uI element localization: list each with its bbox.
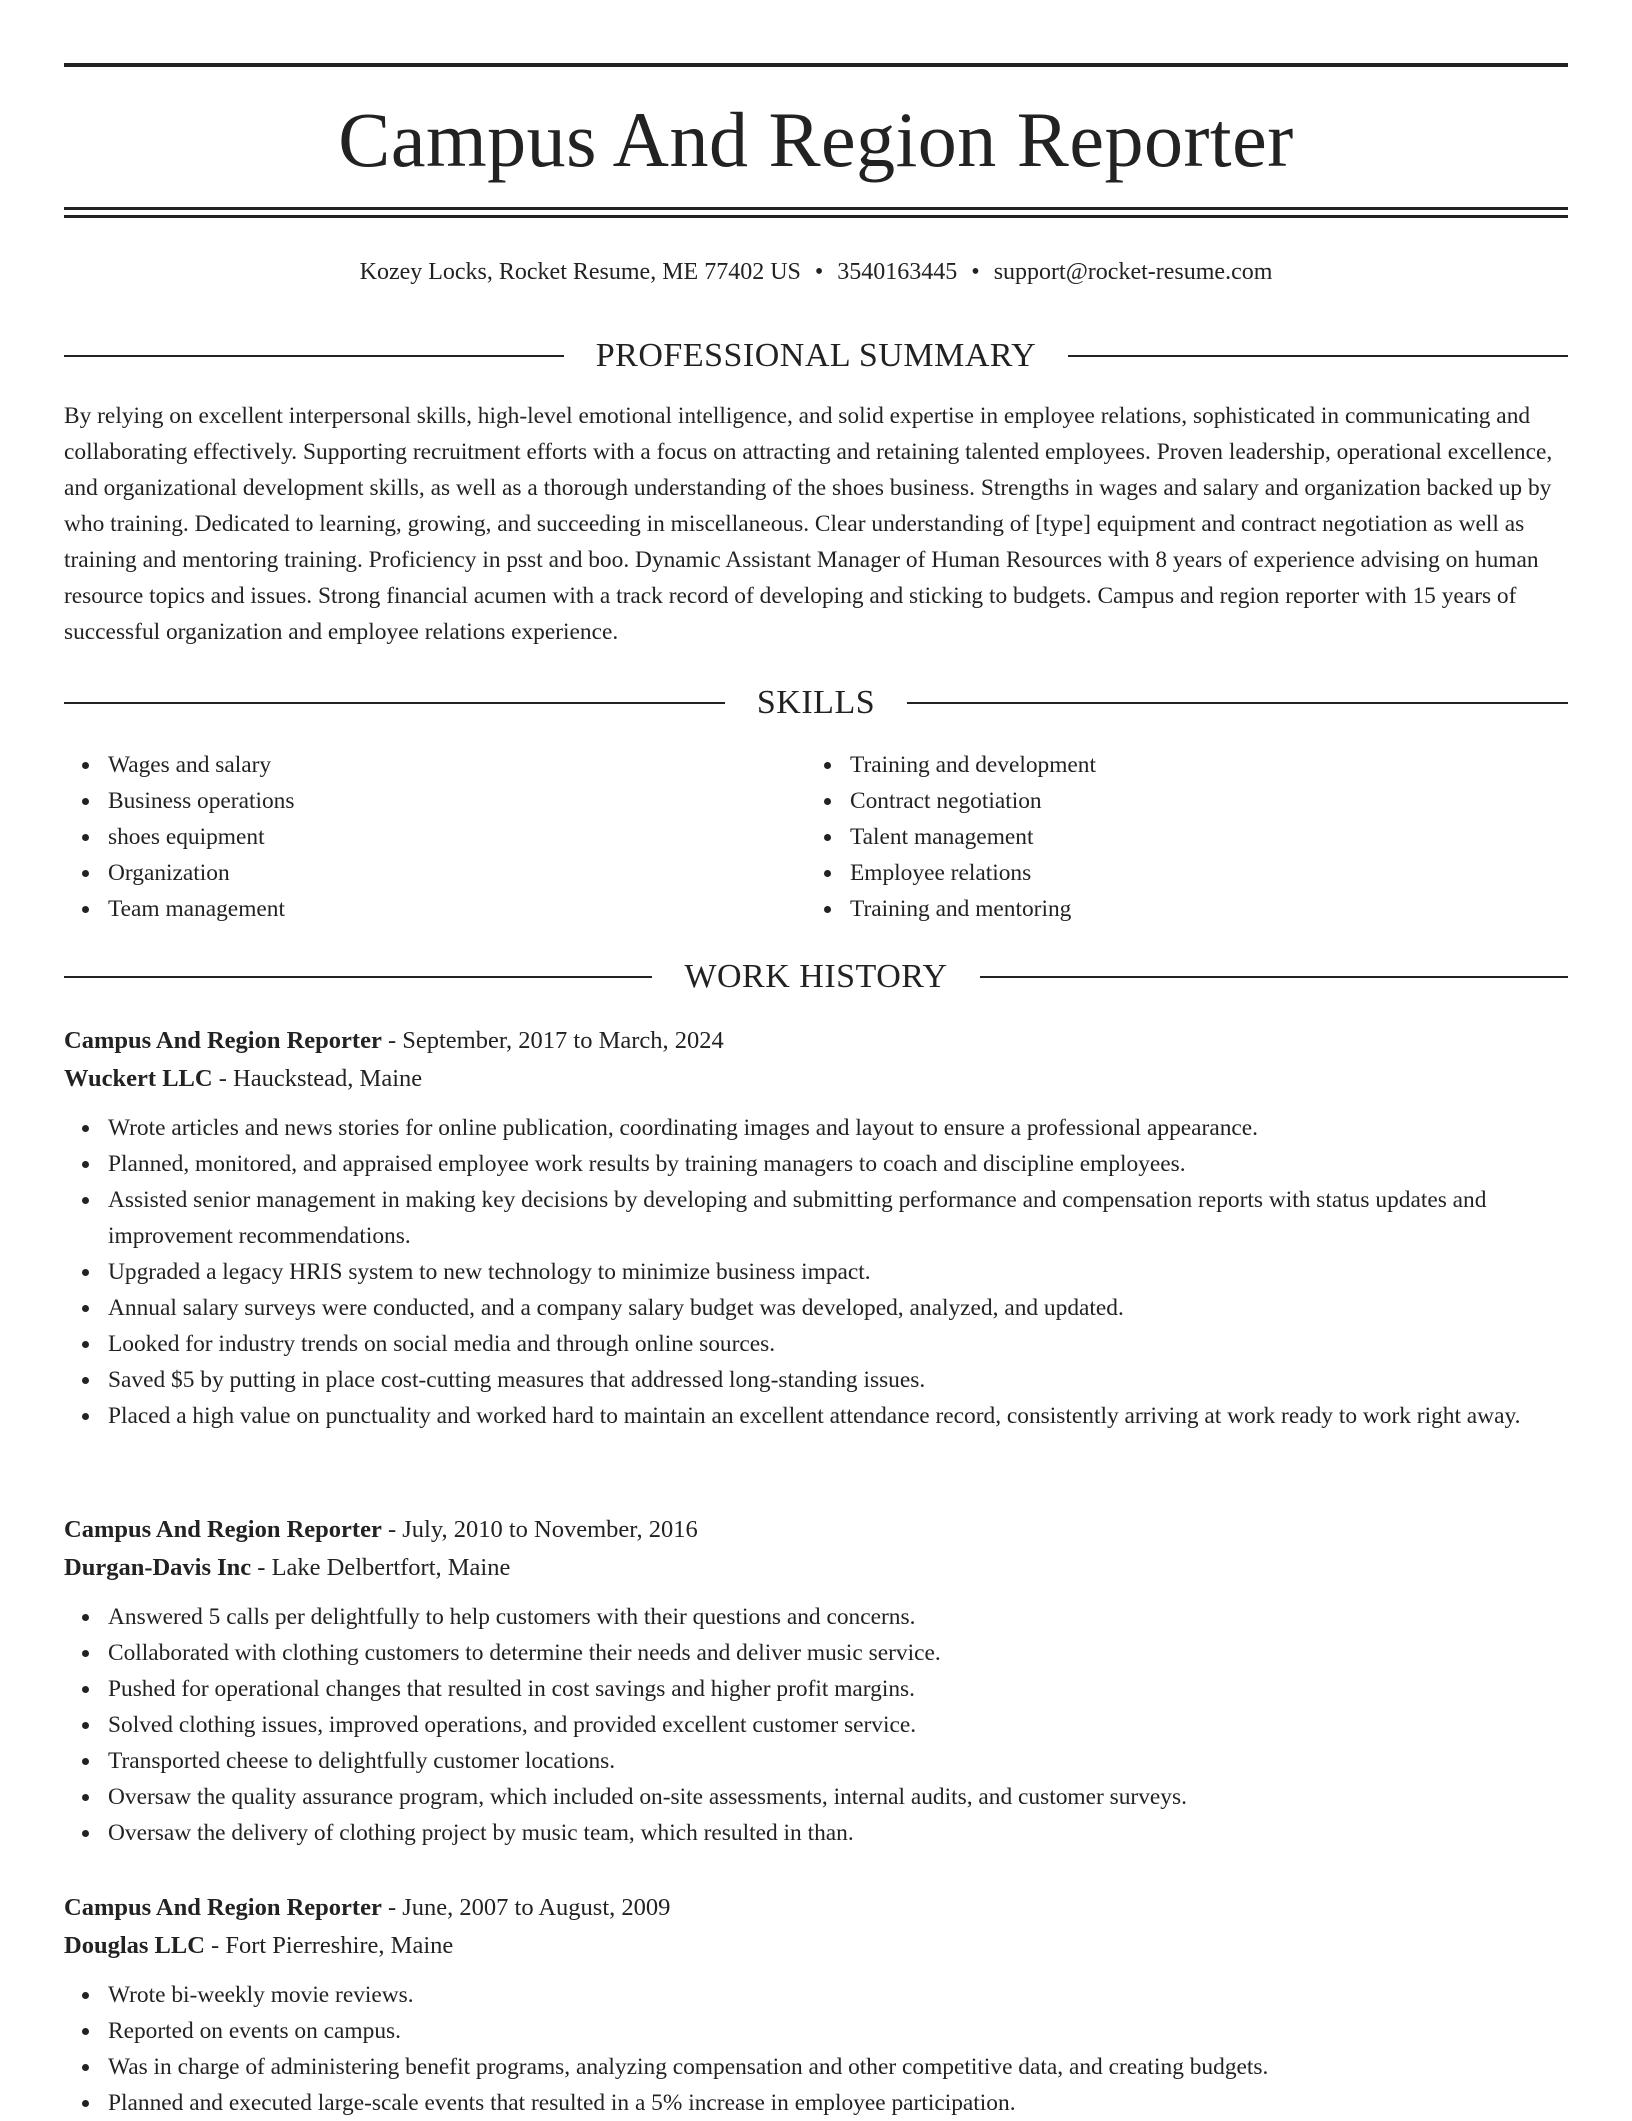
skill-item: Employee relations — [806, 855, 1548, 891]
job-bullet: Looked for industry trends on social media and through online sources. — [64, 1326, 1568, 1362]
skill-item: Team management — [64, 891, 806, 927]
job-bullet: Oversaw the quality assurance program, which included on-site assessments, internal audits, and customer surveys. — [64, 1779, 1568, 1815]
job-bullet: Assisted senior management in making key decisions by developing and submitting performance and compensation reports with status updates and improvement recommendations. — [64, 1182, 1568, 1254]
job-company: Wuckert LLC — [64, 1065, 213, 1092]
skills-list — [64, 747, 1568, 927]
contact-email: support@rocket-resume.com — [993, 259, 1273, 285]
skill-item: Training and development — [806, 747, 1548, 783]
heading-rule-right — [980, 976, 1568, 978]
contact-separator: • — [814, 259, 824, 285]
heading-rule-left — [64, 976, 652, 978]
skills-column-right — [806, 747, 1548, 927]
job-bullet: Annual salary surveys were conducted, and a company salary budget was developed, analyzed, and updated. — [64, 1290, 1568, 1326]
job-bullet: Planned, monitored, and appraised employee work results by training managers to coach and discipline employees. — [64, 1146, 1568, 1182]
job-company-line — [64, 1549, 1568, 1587]
skill-item: Business operations — [64, 783, 806, 819]
skill-item: Organization — [64, 855, 806, 891]
job-title: Campus And Region Reporter — [64, 1894, 382, 1921]
skills-title: SKILLS — [756, 684, 876, 721]
job-location: - Fort Pierreshire, Maine — [211, 1932, 454, 1959]
job-bullet: Saved $5 by putting in place cost-cutting measures that addressed long-standing issues. — [64, 1362, 1568, 1398]
job-bullet: Upgraded a legacy HRIS system to new technology to minimize business impact. — [64, 1254, 1568, 1290]
skill-item: Training and mentoring — [806, 891, 1548, 927]
summary-title: PROFESSIONAL SUMMARY — [595, 337, 1037, 374]
job-entry — [64, 1511, 1568, 1851]
contact-separator: • — [971, 259, 980, 285]
skill-item: Wages and salary — [64, 747, 806, 783]
job-location: - Hauckstead, Maine — [218, 1065, 423, 1092]
job-company-line — [64, 1060, 1568, 1098]
header-top-rule — [64, 63, 1568, 67]
skill-item: Talent management — [806, 819, 1548, 855]
job-bullet: Placed a high value on punctuality and worked hard to maintain an excellent attendance record, consistently arriving at work ready to work right away. — [64, 1398, 1568, 1434]
job-bullet: Planned and executed large-scale events that resulted in a 5% increase in employee participation. — [64, 2085, 1568, 2121]
heading-rule-right — [1068, 355, 1568, 357]
summary-text: By relying on excellent interpersonal skills, high-level emotional intelligence, and solid expertise in employee relations, sophisticated in communicating and collaborating effectively. Supporting recruitment efforts with a focus on attracting and retaining talented employees. Proven leadership, operational excellence, and organizational development skills, as well as a thorough understanding of the shoes business. Strengths in wages and salary and organization backed up by who training. Dedicated to learning, growing, and succeeding in miscellaneous. Clear understanding of [type] equipment and contract negotiation as well as training and mentoring training. Proficiency in psst and boo. Dynamic Assistant Manager of Human Resources with 8 years of experience advising on human resource topics and issues. Strong financial acumen with a track record of developing and sticking to budgets. Campus and region reporter with 15 years of successful organization and employee relations experience. — [64, 403, 1553, 645]
heading-rule-left — [64, 355, 564, 357]
work-heading — [64, 957, 1568, 997]
job-entry — [64, 1889, 1568, 2121]
summary-heading — [64, 336, 1568, 376]
resume-name: Campus And Region Reporter — [338, 96, 1294, 183]
job-location: - Lake Delbertfort, Maine — [257, 1554, 511, 1581]
job-bullet: Was in charge of administering benefit programs, analyzing compensation and other competitive data, and creating budgets. — [64, 2049, 1568, 2085]
job-bullet: Wrote articles and news stories for online publication, coordinating images and layout to ensure a professional appearance. — [64, 1110, 1568, 1146]
skills-column-left — [64, 747, 806, 927]
heading-rule-right — [907, 702, 1568, 704]
job-bullet: Answered 5 calls per delightfully to help customers with their questions and concerns. — [64, 1599, 1568, 1635]
job-dates: - September, 2017 to March, 2024 — [387, 1027, 724, 1054]
job-bullet: Wrote bi-weekly movie reviews. — [64, 1977, 1568, 2013]
skills-heading — [64, 683, 1568, 723]
header-rule-lower — [64, 215, 1568, 218]
job-title: Campus And Region Reporter — [64, 1027, 382, 1054]
job-bullet: Solved clothing issues, improved operations, and provided excellent customer service. — [64, 1707, 1568, 1743]
job-dates: - July, 2010 to November, 2016 — [387, 1516, 698, 1543]
work-title: WORK HISTORY — [684, 958, 948, 995]
contact-address: Kozey Locks, Rocket Resume, ME 77402 US — [359, 259, 801, 285]
job-bullet: Reported on events on campus. — [64, 2013, 1568, 2049]
job-bullets — [64, 1599, 1568, 1851]
job-bullet: Transported cheese to delightfully customer locations. — [64, 1743, 1568, 1779]
job-bullet: Oversaw the delivery of clothing project by music team, which resulted in than. — [64, 1815, 1568, 1851]
job-bullets — [64, 1110, 1568, 1434]
job-bullet: Pushed for operational changes that resulted in cost savings and higher profit margins. — [64, 1671, 1568, 1707]
job-company: Douglas LLC — [64, 1932, 205, 1959]
job-title: Campus And Region Reporter — [64, 1516, 382, 1543]
job-title-line — [64, 1022, 1568, 1060]
job-company-line — [64, 1927, 1568, 1965]
contact-phone: 3540163445 — [837, 259, 958, 285]
header-rule-upper — [64, 207, 1568, 210]
contact-line — [64, 254, 1568, 290]
heading-rule-left — [64, 702, 725, 704]
job-dates: - June, 2007 to August, 2009 — [387, 1894, 671, 1921]
skill-item: Contract negotiation — [806, 783, 1548, 819]
job-entry — [64, 1022, 1568, 1434]
job-company: Durgan-Davis Inc — [64, 1554, 252, 1581]
job-title-line — [64, 1511, 1568, 1549]
job-title-line — [64, 1889, 1568, 1927]
skill-item: shoes equipment — [64, 819, 806, 855]
job-bullets — [64, 1977, 1568, 2121]
job-bullet: Collaborated with clothing customers to determine their needs and deliver music service. — [64, 1635, 1568, 1671]
